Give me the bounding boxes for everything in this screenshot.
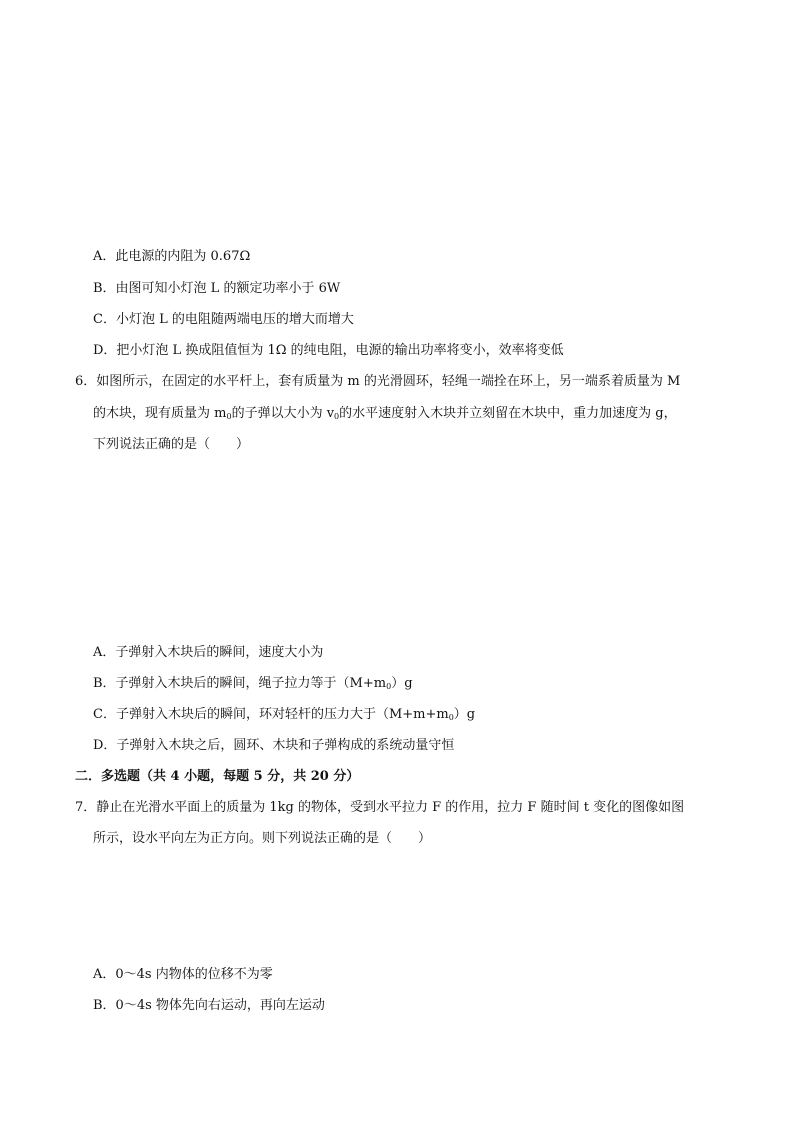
q6-subscript: 0: [386, 682, 392, 691]
q7-option-a: A．0～4s 内物体的位移不为零: [93, 967, 273, 982]
q6-option-c: [93, 706, 475, 724]
q6-option-d: D．子弹射入木块之后，圆环、木块和子弹构成的系统动量守恒: [93, 738, 455, 753]
q6-subscript: 0: [334, 412, 340, 421]
q6-stem-line-1: 6．如图所示，在固定的水平杆上，套有质量为 m 的光滑圆环，轻绳一端拴在环上，另一端系着质量为 M: [75, 374, 681, 389]
section-heading: 二．多选题（共 4 小题，每题 5 分，共 20 分）: [75, 769, 360, 784]
q5-option-b: B．由图可知小灯泡 L 的额定功率小于 6W: [93, 281, 341, 296]
q5-option-d: D．把小灯泡 L 换成阻值恒为 1Ω 的纯电阻，电源的输出功率将变小，效率将变低: [93, 343, 564, 358]
q6-option-b: [93, 675, 413, 693]
q7-option-b: B．0～4s 物体先向右运动，再向左运动: [93, 998, 325, 1013]
q7-stem-line-2: 所示，设水平向左为正方向。则下列说法正确的是（ ）: [93, 831, 432, 846]
q7-stem-line-1: 7．静止在光滑水平面上的质量为 1kg 的物体，受到水平拉力 F 的作用，拉力 F 随时间 t 变化的图像如图: [75, 800, 685, 815]
q5-option-c: C．小灯泡 L 的电阻随两端电压的增大而增大: [93, 312, 354, 327]
q6-subscript: 0: [226, 412, 232, 421]
q6-option-c-text: ）g: [453, 707, 476, 722]
q6-option-b-text: ）g: [391, 676, 413, 691]
q5-option-a: A．此电源的内阻为 0.67Ω: [93, 249, 251, 264]
q6-option-a: A．子弹射入木块后的瞬间，速度大小为: [93, 645, 324, 660]
q6-option-b-text: B．子弹射入木块后的瞬间，绳子拉力等于（M+m: [93, 676, 387, 691]
q6-subscript: 0: [448, 713, 454, 722]
q6-stem-text: 的子弹以大小为 v: [231, 406, 335, 421]
q6-stem-text: 的木块，现有质量为 m: [93, 406, 227, 421]
q6-stem-line-3: 下列说法正确的是（ ）: [93, 437, 250, 452]
q6-stem-line-2: [93, 405, 677, 423]
q6-option-c-text: C．子弹射入木块后的瞬间，环对轻杆的压力大于（M+m+m: [93, 707, 449, 722]
q6-stem-text: 的水平速度射入木块并立刻留在木块中，重力加速度为 g，: [339, 406, 677, 421]
